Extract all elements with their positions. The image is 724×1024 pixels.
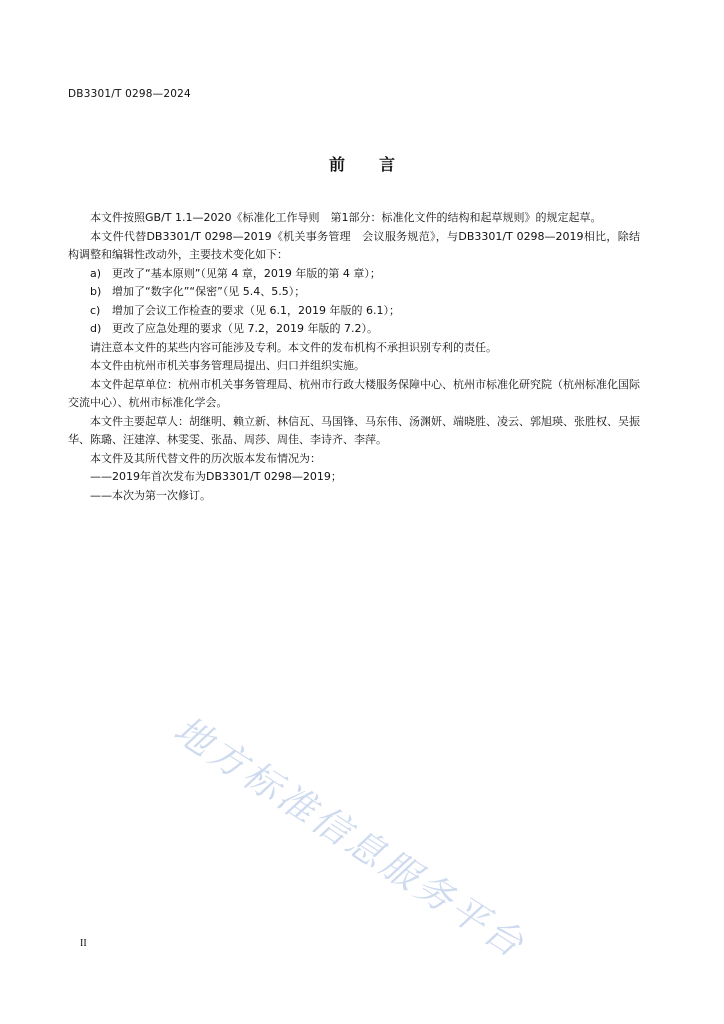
- list-item-text: 更改了应急处理的要求（见 7.2，2019 年版的 7.2）。: [112, 322, 378, 335]
- paragraph-proposer: 本文件由杭州市机关事务管理局提出、归口并组织实施。: [90, 359, 365, 372]
- list-item-text: 更改了“基本原则”（见第 4 章，2019 年版的第 4 章）；: [112, 266, 381, 280]
- paragraph-history-current: ——本次为第一次修订。: [90, 488, 211, 502]
- document-code: DB3301/T 0298—2024: [68, 88, 191, 100]
- foreword-body: [68, 209, 640, 505]
- list-marker: c): [90, 303, 101, 317]
- paragraph-drafting-units: 本文件起草单位：杭州市机关事务管理局、杭州市行政大楼服务保障中心、杭州市标准化研究院（杭州标准化国际交流中心）、杭州市标准化学会。: [68, 377, 640, 409]
- list-item: [68, 283, 640, 302]
- list-item: [68, 265, 640, 284]
- watermark: 地方标准信息服务平台: [166, 707, 534, 968]
- list-item: [68, 320, 640, 339]
- page-number: II: [80, 938, 87, 949]
- list-marker: b): [90, 285, 102, 298]
- list-marker: d): [90, 322, 102, 335]
- paragraph-patent-notice: 请注意本文件的某些内容可能涉及专利。本文件的发布机构不承担识别专利的责任。: [90, 340, 497, 354]
- paragraph-history-intro: 本文件及其所代替文件的历次版本发布情况为：: [90, 451, 321, 465]
- list-item-text: 增加了“数字化”“保密”（见 5.4、5.5）；: [112, 285, 306, 298]
- paragraph-history-2019: ——2019年首次发布为DB3301/T 0298—2019；: [90, 470, 342, 483]
- list-marker: a): [90, 266, 102, 280]
- paragraph-drafters: 本文件主要起草人：胡继明、赖立新、林信瓦、马国锋、马东伟、汤渊妍、端晓胜、凌云、郭旭瑛、张胜权、吴振华、陈璐、汪建淳、林雯雯、张晶、周莎、周佳、李诗齐、李萍。: [68, 414, 640, 446]
- page-title: 前言: [328, 155, 429, 174]
- list-item-text: 增加了会议工作检查的要求（见 6.1，2019 年版的 6.1）；: [112, 303, 400, 317]
- list-item: [68, 302, 640, 321]
- paragraph-replacement: 本文件代替DB3301/T 0298—2019《机关事务管理 会议服务规范》，与DB3301/T 0298—2019相比，除结构调整和编辑性改动外，主要技术变化如下：: [68, 229, 640, 261]
- paragraph-drafting-basis: 本文件按照GB/T 1.1—2020《标准化工作导则 第1部分：标准化文件的结构和起草规则》的规定起草。: [90, 211, 602, 224]
